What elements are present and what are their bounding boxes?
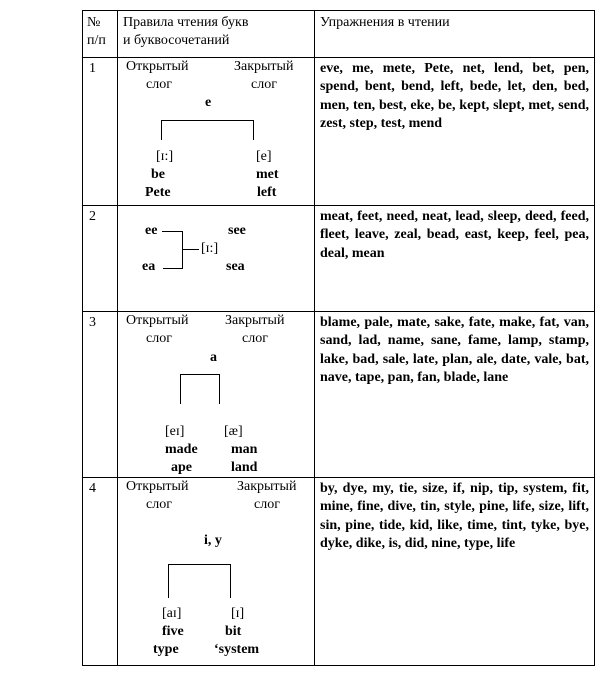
closed-example: man xyxy=(231,442,258,457)
closed-example: bit xyxy=(225,624,242,639)
closed-example: met xyxy=(256,167,279,182)
open-syllable-label: Открытый xyxy=(126,479,189,494)
open-example: be xyxy=(151,167,165,182)
closed-syllable-label-2: слог xyxy=(251,77,277,92)
closed-example: left xyxy=(257,185,277,200)
exercise-words: blame, pale, mate, sake, fate, make, fat, van, sand, lad, name, sane, fame, lamp, stamp, lake, bad, sale, late, plan, ale, date, vale, bat, nave, tape, pan, fan, blade, lane xyxy=(320,315,589,385)
digraph-example: sea xyxy=(226,259,245,274)
rule-letter: a xyxy=(210,350,217,365)
rule-diagram-cell xyxy=(118,206,315,312)
open-sound: [eɪ] xyxy=(165,424,185,439)
bracket-right-line xyxy=(253,120,254,140)
row-number-cell xyxy=(83,58,118,206)
header-rules-line1: Правила чтения букв xyxy=(123,15,249,30)
connector-mid-line xyxy=(182,249,199,250)
header-number-cell xyxy=(83,11,118,58)
row-number: 4 xyxy=(89,481,96,496)
closed-syllable-label: Закрытый xyxy=(237,479,297,494)
rule-letter: i, y xyxy=(204,533,222,548)
open-example: five xyxy=(162,624,184,639)
bracket-left-line xyxy=(161,120,162,140)
bracket-left-line xyxy=(180,374,181,404)
open-syllable-label-2: слог xyxy=(146,331,172,346)
digraph-ea: ea xyxy=(142,259,156,274)
closed-example: land xyxy=(231,460,258,475)
table-row xyxy=(83,206,595,312)
closed-sound: [e] xyxy=(256,149,272,164)
exercise-words: meat, feet, need, neat, lead, sleep, deed, feed, fleet, leave, zeal, bead, east, keep, feel, pea, deal, mean xyxy=(320,209,589,261)
header-rules-line2: и буквосочетаний xyxy=(123,33,230,48)
digraph-sound: [ɪ:] xyxy=(201,241,219,256)
open-example: made xyxy=(165,442,198,457)
exercise-cell xyxy=(315,58,595,206)
bracket-right-line xyxy=(219,374,220,404)
rule-diagram-cell xyxy=(118,312,315,478)
bracket-top-line xyxy=(180,374,220,375)
rule-diagram-cell xyxy=(118,478,315,666)
row-number-cell xyxy=(83,478,118,666)
closed-sound: [ɪ] xyxy=(231,606,245,621)
closed-sound: [æ] xyxy=(224,424,243,439)
digraph-ee: ee xyxy=(145,223,158,238)
digraph-example: see xyxy=(228,223,246,238)
header-number-symbol: № xyxy=(87,15,101,30)
header-rules-cell xyxy=(118,11,315,58)
open-syllable-label: Открытый xyxy=(126,59,189,74)
row-number: 3 xyxy=(89,315,96,330)
open-syllable-label-2: слог xyxy=(146,497,172,512)
exercise-cell xyxy=(315,478,595,666)
exercise-words: eve, me, mete, Pete, net, lend, bet, pen, spend, bent, bend, left, bede, let, den, bed, men, ten, best, eke, be, kept, slept, met, send, zest, step, test, mend xyxy=(320,61,589,131)
rule-letter: e xyxy=(205,95,212,110)
header-row xyxy=(83,11,595,58)
open-sound: [aɪ] xyxy=(162,606,182,621)
table-row xyxy=(83,478,595,666)
open-example: Pete xyxy=(145,185,171,200)
header-number-abbr: п/п xyxy=(87,33,106,48)
exercise-cell xyxy=(315,312,595,478)
bracket-left-line xyxy=(168,564,169,598)
header-exercises: Упражнения в чтении xyxy=(320,15,450,30)
exercise-words: by, dye, my, tie, size, if, nip, tip, system, fit, mine, fine, dive, tin, style, pine, life, size, lift, sin, pine, tide, kid, like, time, tint, tyke, bye, dyke, dike, is, did, nine, type, life xyxy=(320,481,589,551)
row-number: 2 xyxy=(89,209,96,224)
open-example: type xyxy=(153,642,179,657)
closed-example: ‘system xyxy=(214,642,260,657)
bracket-top-line xyxy=(161,120,254,121)
header-exercises-cell xyxy=(315,11,595,58)
connector-vertical-line xyxy=(182,231,183,269)
row-number-cell xyxy=(83,312,118,478)
bracket-top-line xyxy=(168,564,231,565)
closed-syllable-label: Закрытый xyxy=(234,59,294,74)
table-row xyxy=(83,312,595,478)
exercise-cell xyxy=(315,206,595,312)
reading-rules-table xyxy=(82,10,595,666)
row-number-cell xyxy=(83,206,118,312)
table-row xyxy=(83,58,595,206)
row-number: 1 xyxy=(89,61,96,76)
closed-syllable-label: Закрытый xyxy=(225,313,285,328)
closed-syllable-label-2: слог xyxy=(242,331,268,346)
open-syllable-label: Открытый xyxy=(126,313,189,328)
connector-bottom-line xyxy=(163,268,183,269)
connector-top-line xyxy=(162,231,182,232)
closed-syllable-label-2: слог xyxy=(254,497,280,512)
open-example: ape xyxy=(171,460,192,475)
open-syllable-label-2: слог xyxy=(146,77,172,92)
rule-diagram-cell xyxy=(118,58,315,206)
open-sound: [ɪ:] xyxy=(156,149,174,164)
bracket-right-line xyxy=(230,564,231,598)
